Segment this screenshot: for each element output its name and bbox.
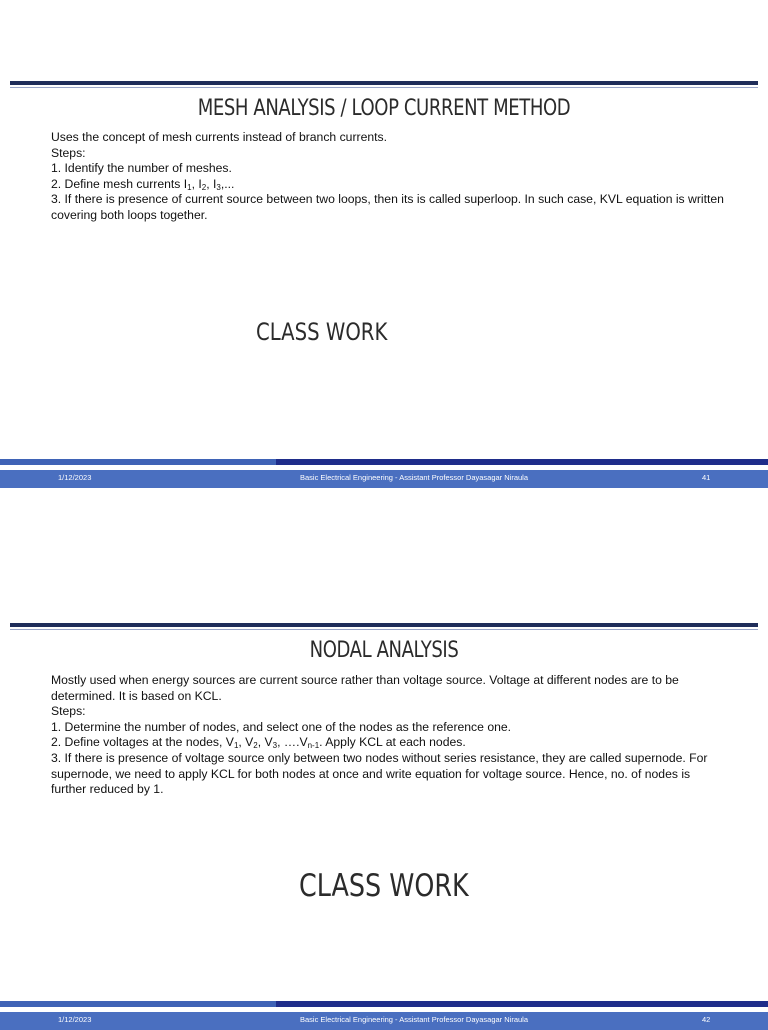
footer-title: Basic Electrical Engineering - Assistant Professor Dayasagar Niraula: [300, 1015, 529, 1024]
slide-title: NODAL ANALYSIS: [309, 638, 459, 663]
slide-42: [0, 540, 768, 1024]
footer-page-number: 41: [702, 473, 711, 482]
body-line: Uses the concept of mesh currents instead of branch currents.: [51, 130, 388, 144]
slide-body: [51, 673, 721, 798]
slide-footer: [0, 470, 768, 488]
footer-accent-left: [0, 459, 276, 465]
slide-title: MESH ANALYSIS / LOOP CURRENT METHOD: [197, 96, 571, 121]
body-line-step-2: 2. Define mesh currents $I_1$, $I_2$, $I_3$,...: [51, 176, 235, 192]
body-line-step-2: 2. Define voltages at the nodes, $V_1$, $V_2$, $V_3$, $\dots.V_{n-1}$. Apply KCL at each nodes.: [51, 735, 466, 751]
body-line: 3. If there is presence of voltage source only between two nodes without series resistance, they are called supernode. For supernode, we need to apply KCL for both nodes at once and write equation for voltage source. Hence, no. of nodes is further reduced by 1.: [51, 750, 708, 797]
slide-41: [0, 0, 768, 500]
slide-footer: [0, 1012, 768, 1030]
slide-body: [51, 130, 731, 224]
slide-top-rule-thin: [10, 629, 758, 630]
class-work-heading: CLASS WORK: [299, 868, 469, 904]
body-line: 1. Identify the number of meshes.: [51, 161, 232, 176]
body-line: Steps:: [51, 704, 86, 719]
footer-accent-right: [276, 1001, 768, 1007]
slide-top-rule: [10, 81, 758, 85]
footer-accent-left: [0, 1001, 276, 1007]
footer-accent-right: [276, 459, 768, 465]
footer-date: 1/12/2023: [58, 1015, 92, 1024]
slide-top-rule: [10, 623, 758, 627]
footer-page-number: 42: [702, 1015, 711, 1024]
body-line: Steps:: [51, 145, 86, 160]
body-line: 3. If there is presence of current source between two loops, then its is called superloop. In such case, KVL equation is written covering both loops together.: [51, 192, 724, 222]
footer-title: Basic Electrical Engineering - Assistant Professor Dayasagar Niraula: [300, 473, 529, 482]
class-work-heading: CLASS WORK: [256, 318, 388, 346]
slide-top-rule-thin: [10, 87, 758, 88]
body-line: 1. Determine the number of nodes, and select one of the nodes as the reference one.: [51, 719, 512, 734]
body-line: Mostly used when energy sources are current source rather than voltage source. Voltage at different nodes are to be determined. It is based on KCL.: [51, 673, 679, 703]
footer-date: 1/12/2023: [58, 473, 92, 482]
